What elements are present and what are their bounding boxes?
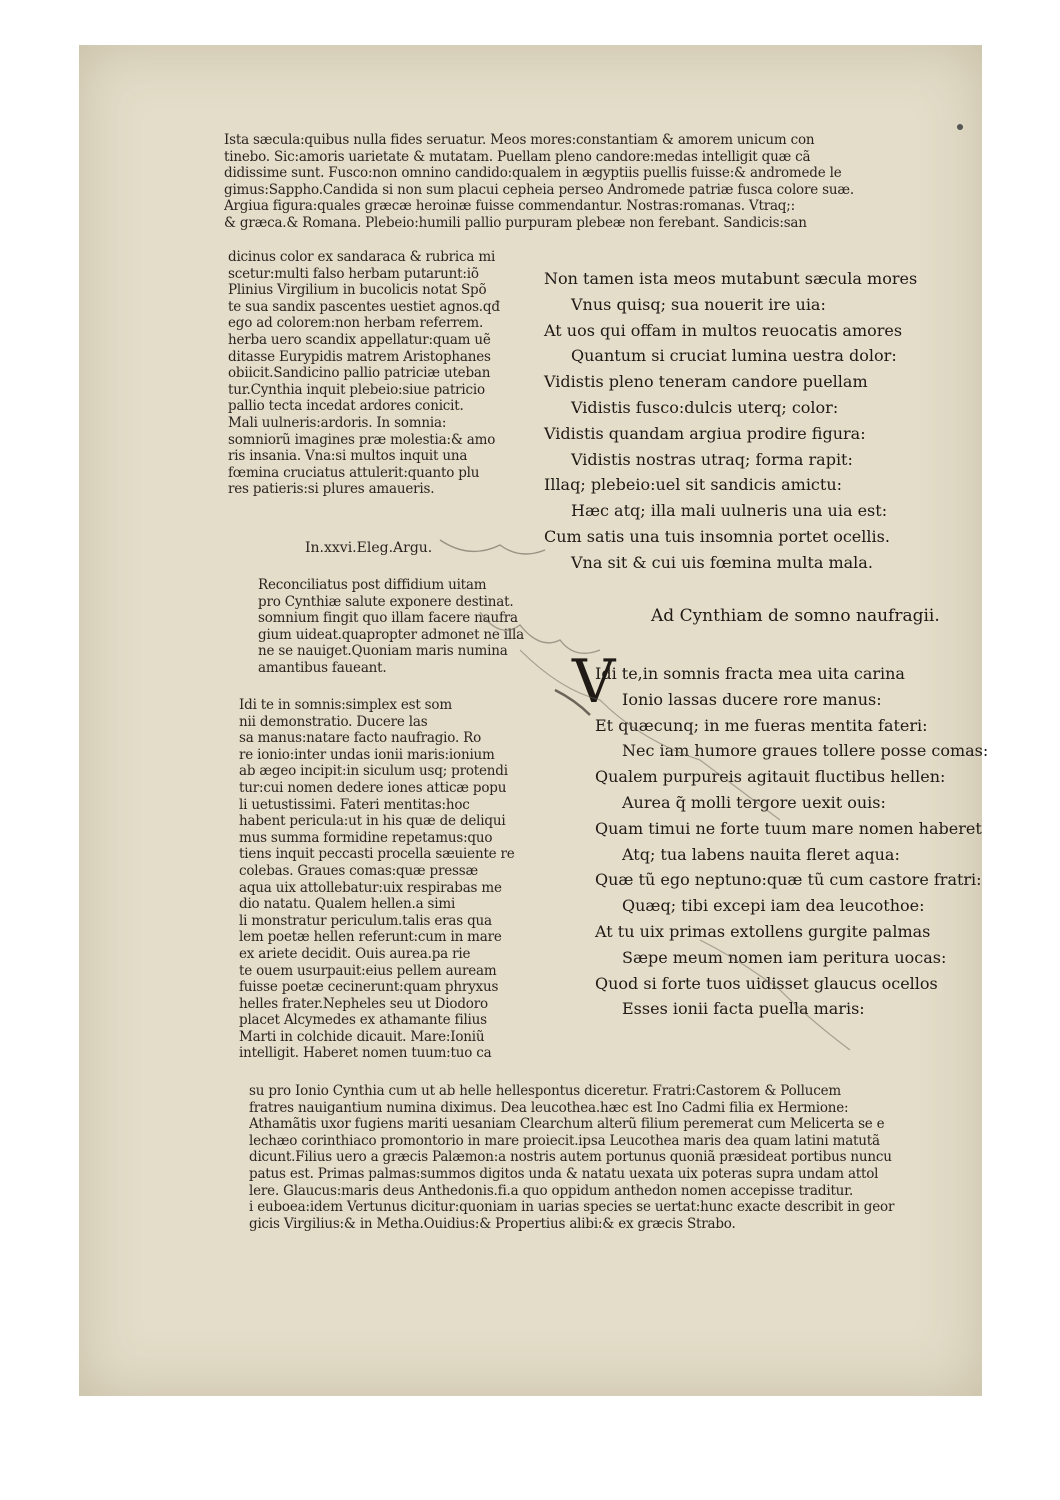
verse-block-1	[544, 266, 917, 576]
argument-line: somnium fingit quo illam facere naufra	[258, 610, 518, 627]
commentary-line: somniorũ imagines præ molestia:& amo	[228, 431, 496, 448]
verse-line: Esses ionii facta puella maris:	[622, 999, 865, 1019]
verse-line: Non tamen ista meos mutabunt sæcula mores	[544, 269, 918, 288]
argument-line: amantibus faueant.	[258, 659, 387, 676]
commentary-line: Mali uulneris:ardoris. In somnia:	[228, 414, 447, 431]
commentary-line: tur:cui nomen dedere iones atticæ popu	[239, 779, 507, 796]
verse-line: Quam timui ne forte tuum mare nomen haberet	[595, 818, 982, 838]
commentary-line: herba uero scandix appellatur:quam uẽ	[228, 331, 491, 348]
verse-line: Illaq; plebeio:uel sit sandicis amictu:	[544, 475, 843, 495]
verse-block-2	[595, 661, 988, 1022]
commentary-line: didissime sunt. Fusco:non omnino candido:qualem in ægyptiis puellis fuisse:& andromede le	[224, 165, 842, 182]
verse-line: Vnus quisq; sua nouerit ire uia:	[571, 294, 826, 314]
commentary-line: placet Alcymedes ex athamante filius	[239, 1012, 487, 1029]
argument-line: pro Cynthiæ salute exponere destinat.	[258, 593, 514, 610]
verse-line: At tu uix primas extollens gurgite palmas	[595, 921, 931, 941]
commentary-line: te sua sandix pascentes uestiet agnos.qđ	[228, 298, 500, 315]
verse-line: Vidistis pleno teneram candore puellam	[544, 372, 868, 392]
verse-line: Cum satis una tuis insomnia portet ocellis.	[544, 526, 890, 546]
commentary-line: Idi te in somnis:simplex est som	[239, 697, 452, 713]
verse-line: Vna sit & cui uis fœmina multa mala.	[571, 552, 873, 572]
commentary-line: Plinius Virgilium in bucolicis notat Spõ	[228, 282, 487, 299]
commentary-line: Argiua figura:quales græcæ heroinæ fuisse commendantur. Nostras:romanas. Vtraq;:	[224, 198, 795, 215]
commentary-line: patus est. Primas palmas:summos digitos unda & natatu uexata uix poteras supra undam attol	[249, 1165, 879, 1182]
commentary-line: i euboea:idem Vertunus dicitur:quoniam in uarias species se uertat:hunc exacte describit in geor	[249, 1199, 895, 1216]
verse-line: Quæq; tibi excepi iam dea leucothoe:	[622, 896, 925, 916]
verse-2-title: Ad Cynthiam de somno naufragii.	[651, 606, 940, 626]
argument-line: ne se nauiget.Quoniam maris numina	[258, 643, 508, 660]
commentary-line: gimus:Sappho.Candida si non sum placui cepheia perseo Andromede patriæ fusca colore suæ.	[224, 181, 854, 198]
commentary-line: dicunt.Filius uero a græcis Palæmon:a nostris autem portunus quoniã præsideat portibus nuncu	[249, 1149, 892, 1166]
commentary-line: obiicit.Sandicino pallio patriciæ uteban	[228, 365, 491, 382]
commentary-line: su pro Ionio Cynthia cum ut ab helle hellespontus diceretur. Fratri:Castorem & Pollucem	[249, 1083, 842, 1099]
commentary-line: lere. Glaucus:maris deus Anthedonis.fi.a quo oppidum anthedon nomen accepisse traditur.	[249, 1182, 854, 1199]
commentary-line: ego ad colorem:non herbam referrem.	[228, 315, 484, 332]
verse-line: Vidistis quandam argiua prodire figura:	[544, 423, 866, 443]
verse-line: Quod si forte tuos uidisset glaucus ocellos	[595, 973, 938, 993]
commentary-line: ditasse Eurypidis matrem Aristophanes	[228, 348, 491, 365]
verse-line: Quæ tũ ego neptuno:quæ tũ cum castore fratri:	[595, 870, 982, 890]
commentary-line: Marti in colchide dicauit. Mare:Ioniũ	[239, 1028, 485, 1045]
commentary-line: li monstratur periculum.talis eras qua	[239, 912, 492, 929]
verse-line: Vidistis nostras utraq; forma rapit:	[571, 449, 853, 469]
verse-line: Ionio lassas ducere rore manus:	[622, 689, 882, 709]
left-commentary-lower	[239, 697, 545, 1062]
commentary-line: te ouem usurpauit:eius pellem auream	[239, 962, 497, 979]
commentary-line: fœmina cruciatus attulerit:quanto plu	[228, 464, 480, 481]
commentary-line: fuisse poetæ cecinerunt:quam phryxus	[239, 979, 499, 996]
commentary-line: ex ariete decidit. Ouis aurea.pa rie	[239, 945, 471, 962]
argument-title: In.xxvi.Eleg.Argu.	[305, 540, 433, 556]
commentary-line: re ionio:inter undas ionii maris:ionium	[239, 746, 495, 763]
commentary-line: dio natatu. Qualem hellen.a simi	[239, 896, 456, 913]
verse-line: Hæc atq; illa mali uulneris una uia est:	[571, 501, 888, 521]
commentary-line: lem poetæ hellen referunt:cum in mare	[239, 929, 502, 946]
commentary-line: res patieris:si plures amaueris.	[228, 481, 435, 498]
commentary-line: colebas. Graues comas:quæ pressæ	[239, 862, 478, 879]
left-commentary-upper	[228, 249, 534, 498]
commentary-line: gicis Virgilius:& in Metha.Ouidius:& Propertius alibi:& ex græcis Strabo.	[249, 1215, 736, 1232]
commentary-line: tur.Cynthia inquit plebeio:siue patricio	[228, 381, 485, 398]
commentary-line: ris insania. Vna:si multos inquit una	[228, 448, 468, 465]
argument-line: Reconciliatus post diffidium uitam	[258, 577, 487, 593]
page-mark-dot	[957, 124, 963, 130]
verse-line: Sæpe meum nomen iam peritura uocas:	[622, 947, 947, 967]
commentary-line: lechæo corinthiaco promontorio in mare proiecit.ipsa Leucothea maris dea quam latini matutã	[249, 1132, 880, 1149]
verse-line: Qualem purpureis agitauit fluctibus hellen:	[595, 767, 946, 787]
commentary-line: habent pericula:ut in his quæ de deliqui	[239, 813, 506, 830]
verse-line: Idi te,in somnis fracta mea uita carina	[595, 664, 905, 683]
verse-line: Et quæcunq; in me fueras mentita fateri:	[595, 715, 928, 735]
verse-line: Quantum si cruciat lumina uestra dolor:	[571, 346, 897, 366]
commentary-line: fratres nauigantium numina diximus. Dea leucothea.hæc est Ino Cadmi filia ex Hermione:	[249, 1099, 849, 1116]
commentary-line: scetur:multi falso herbam putarunt:iõ	[228, 265, 479, 282]
verse-line: Vidistis fusco:dulcis uterq; color:	[571, 397, 839, 417]
argument-line: gium uideat.quapropter admonet ne illa	[258, 626, 524, 643]
commentary-line: nii demonstratio. Ducere las	[239, 713, 428, 730]
commentary-line: tiens inquit peccasti procella sæuiente re	[239, 846, 515, 863]
verse-line: Atq; tua labens nauita fleret aqua:	[622, 844, 900, 864]
commentary-line: Athamãtis uxor fugiens mariti uesaniam Clearchum alterũ filium peremerat cum Melicerta se e	[249, 1116, 885, 1133]
commentary-line: li uetustissimi. Fateri mentitas:hoc	[239, 796, 470, 813]
commentary-line: mus summa formidine repetamus:quo	[239, 829, 493, 846]
argument-text	[258, 577, 552, 677]
verse-line: Nec iam humore graues tollere posse comas:	[622, 741, 989, 761]
top-commentary	[224, 132, 936, 232]
commentary-line: ab ægeo incipit:in siculum usq; protendi	[239, 763, 508, 780]
commentary-line: tinebo. Sic:amoris uarietate & mutatam. Puellam pleno candore:medas intelligit quæ cã	[224, 148, 811, 165]
verse-line: Aurea q̃ molli tergore uexit ouis:	[622, 792, 886, 812]
commentary-line: aqua uix attollebatur:uix respirabas me	[239, 879, 502, 896]
commentary-line: helles frater.Nepheles seu ut Diodoro	[239, 995, 488, 1012]
commentary-line: sa manus:natare facto naufragio. Ro	[239, 730, 482, 747]
verse-line: At uos qui offam in multos reuocatis amores	[544, 320, 903, 340]
bottom-commentary	[249, 1083, 961, 1232]
commentary-line: pallio tecta incedat ardores conicit.	[228, 398, 464, 415]
commentary-line: Ista sæcula:quibus nulla fides seruatur. Meos mores:constantiam & amorem unicum con	[224, 132, 815, 148]
commentary-line: intelligit. Haberet nomen tuum:tuo ca	[239, 1045, 492, 1062]
commentary-line: dicinus color ex sandaraca & rubrica mi	[228, 249, 496, 265]
commentary-line: & græca.& Romana. Plebeio:humili pallio purpuram plebeæ non ferebant. Sandicis:san	[224, 214, 807, 231]
decorated-initial: V	[572, 647, 616, 717]
